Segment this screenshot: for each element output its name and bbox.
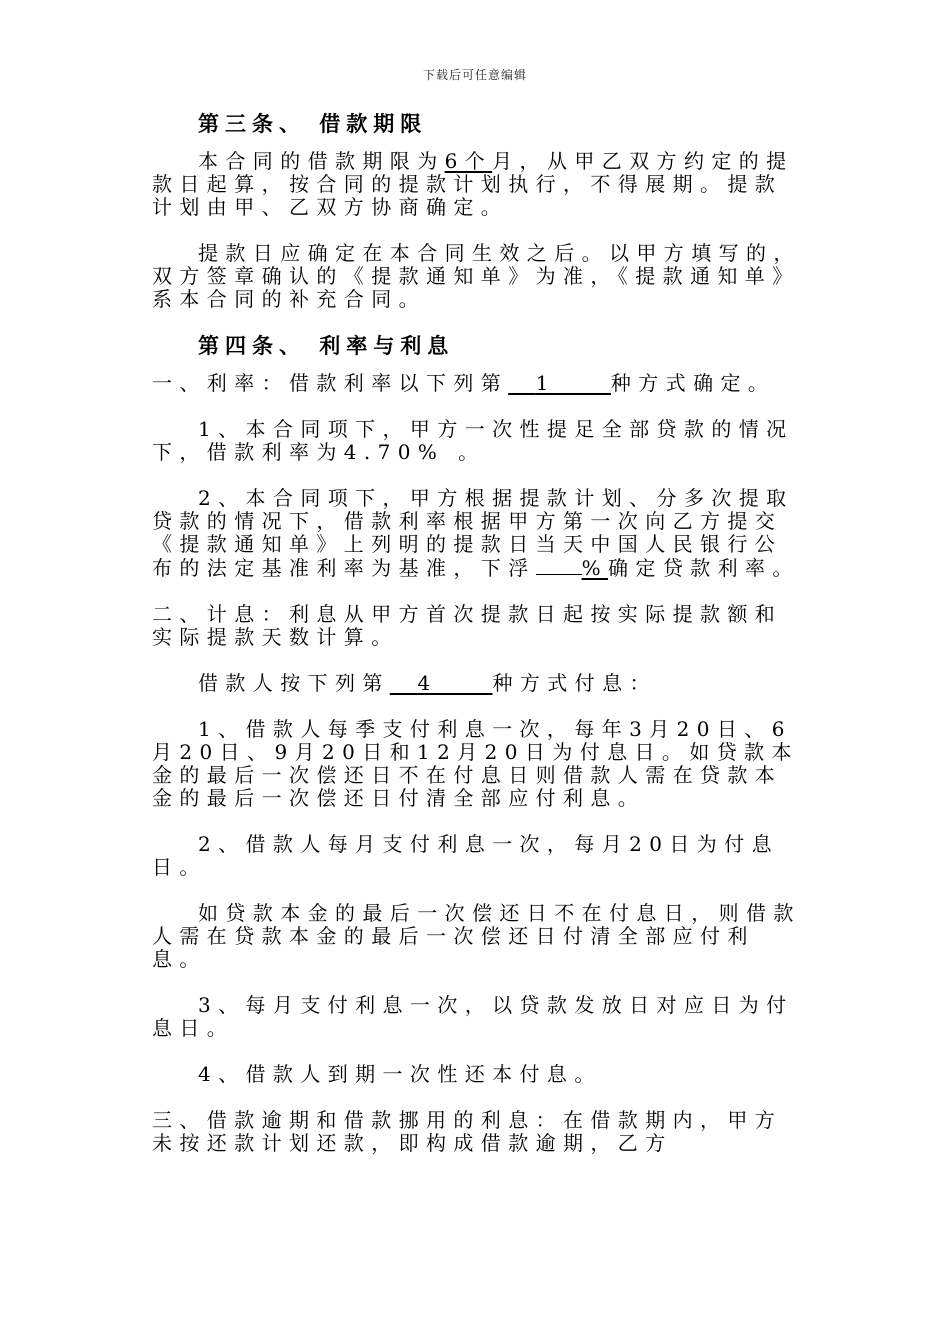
- payment-option-2: 2、借款人每月支付利息一次，每月20日为付息日。: [152, 832, 779, 879]
- interest-calculation-clause: 二、计息：利息从甲方首次提款日起按实际提款额和实际提款天数计算。: [152, 602, 783, 649]
- loan-term-value: 6个: [444, 149, 493, 173]
- article-4-title: 第四条、 利率与利息: [198, 333, 455, 358]
- payment-option-4: 4、借款人到期一次性还本付息。: [198, 1062, 602, 1086]
- payment-option-2-note: 如贷款本金的最后一次偿还日不在付息日，则借款人需在贷款本金的最后一次偿还日付清全部应付利息。: [152, 901, 801, 971]
- rate-option-2: 2、本合同项下，甲方根据提款计划、分多次提取贷款的情况下，借款利率根据甲方第一次向乙方提交《提款通知单》上列明的提款日当天中国人民银行公布的法定基准利率为基准，下浮 %确定贷款利率。: [152, 486, 800, 580]
- overdue-interest-clause: 三、借款逾期和借款挪用的利息：在借款期内，甲方未按还款计划还款，即构成借款逾期，乙方: [152, 1108, 783, 1155]
- interest-rate-clause: 一、利率：借款利率以下列第 1 种方式确定。: [152, 371, 776, 395]
- article-3-paragraph-2: 提款日应确定在本合同生效之后。以甲方填写的，双方签章确认的《提款通知单》为准，《提款通知单》系本合同的补充合同。: [152, 241, 801, 311]
- rate-method-choice: 1: [535, 371, 556, 395]
- document-body: [152, 112, 802, 1178]
- payment-method-clause: 借款人按下列第 4 种方式付息：: [198, 671, 657, 695]
- article-3-title: 第三条、 借款期限: [198, 111, 428, 136]
- payment-option-3: 3、每月支付利息一次，以贷款发放日对应日为付息日。: [152, 993, 794, 1040]
- rate-option-1: 1、本合同项下，甲方一次性提足全部贷款的情况下，借款利率为4.70% 。: [152, 417, 794, 464]
- article-3-paragraph-1: 本合同的借款期限为6个月，从甲乙双方约定的提款日起算，按合同的提款计划执行，不得展期。提款计划由甲、乙双方协商确定。: [152, 149, 794, 219]
- page-header: 下载后可任意编辑: [422, 68, 527, 82]
- payment-option-1: 1、借款人每季支付利息一次，每年3月20日、6月20日、9月20日和12月20日为付息日。如贷款本金的最后一次偿还日不在付息日则借款人需在贷款本金的最后一次偿还日付清全部应付利息。: [152, 717, 799, 810]
- discount-blank: [536, 556, 582, 575]
- payment-method-choice: 4: [417, 671, 438, 695]
- percent-sign: %: [581, 556, 609, 580]
